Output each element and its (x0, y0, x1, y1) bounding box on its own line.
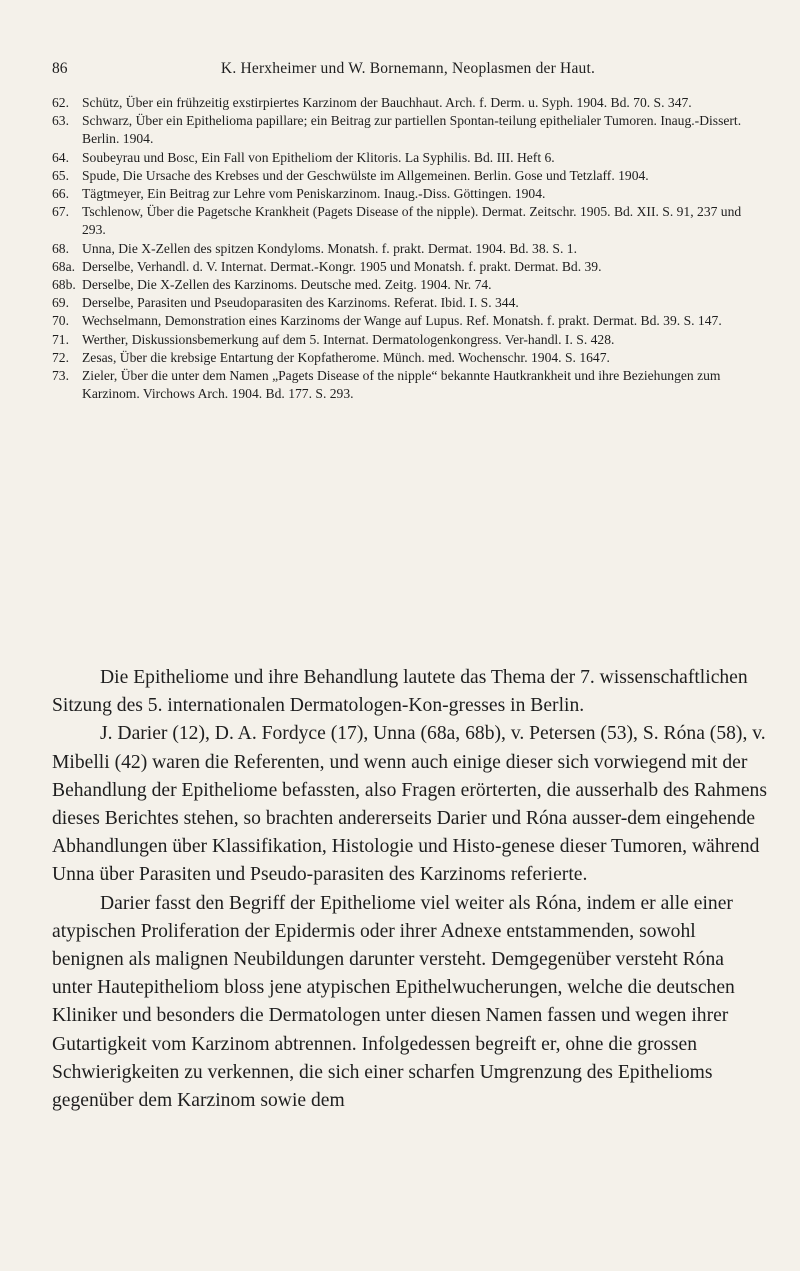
reference-text: Unna, Die X-Zellen des spitzen Kondyloms. Monatsh. f. prakt. Dermat. 1904. Bd. 38. S. 1. (82, 240, 577, 256)
reference-number: 62. (52, 95, 69, 110)
body-text (52, 664, 768, 1115)
reference-number: 69. (52, 295, 69, 311)
reference-item (52, 367, 764, 403)
reference-number: 64. (52, 149, 69, 165)
reference-item (52, 294, 764, 312)
reference-item (52, 276, 764, 294)
reference-item (52, 112, 764, 148)
reference-number: 72. (52, 349, 69, 365)
reference-number: 68a. (52, 258, 76, 274)
reference-item (52, 167, 764, 185)
reference-number: 70. (52, 313, 69, 329)
reference-text: Soubeyrau und Bosc, Ein Fall von Epitheliom der Klitoris. La Syphilis. Bd. III. Heft 6. (82, 149, 555, 165)
reference-item (52, 258, 764, 276)
reference-text: Tägtmeyer, Ein Beitrag zur Lehre vom Peniskarzinom. Inaug.-Diss. Göttingen. 1904. (82, 186, 546, 202)
reference-item (52, 312, 764, 330)
reference-item (52, 94, 764, 112)
page-number: 86 (52, 60, 68, 77)
reference-text: Derselbe, Verhandl. d. V. Internat. Dermat.-Kongr. 1905 und Monatsh. f. prakt. Dermat. Bd. 39. (82, 258, 602, 274)
reference-number: 67. (52, 204, 69, 220)
reference-number: 63. (52, 113, 69, 129)
reference-text: Derselbe, Die X-Zellen des Karzinoms. Deutsche med. Zeitg. 1904. Nr. 74. (82, 277, 492, 293)
reference-item (52, 331, 764, 349)
reference-item (52, 203, 764, 239)
reference-text: Schwarz, Über ein Epithelioma papillare; ein Beitrag zur partiellen Spontan-teilung epithelialer Tumoren. Inaug.-Dissert. Berlin. 1904. (82, 113, 742, 147)
reference-text: Tschlenow, Über die Pagetsche Krankheit (Pagets Disease of the nipple). Dermat. Zeitschr. 1905. Bd. XII. S. 91, 237 und 293. (82, 204, 742, 238)
reference-item (52, 240, 764, 258)
reference-text: Schütz, Über ein frühzeitig exstirpiertes Karzinom der Bauchhaut. Arch. f. Derm. u. Syph. 1904. Bd. 70. S. 347. (82, 95, 692, 110)
reference-list (52, 94, 764, 403)
reference-text: Wechselmann, Demonstration eines Karzinoms der Wange auf Lupus. Ref. Monatsh. f. prakt. Dermat. Bd. 39. S. 147. (82, 313, 722, 329)
reference-text: Zieler, Über die unter dem Namen „Pagets Disease of the nipple“ bekannte Hautkrankheit und ihre Beziehungen zum Karzinom. Virchows Arch. 1904. Bd. 177. S. 293. (82, 368, 721, 402)
reference-text: Spude, Die Ursache des Krebses und der Geschwülste im Allgemeinen. Berlin. Gose und Tetzlaff. 1904. (82, 167, 649, 183)
reference-text: Zesas, Über die krebsige Entartung der Kopfatherome. Münch. med. Wochenschr. 1904. S. 1647. (82, 349, 610, 365)
running-header (52, 60, 764, 78)
reference-number: 68. (52, 240, 69, 256)
reference-number: 73. (52, 368, 69, 384)
reference-number: 71. (52, 331, 69, 347)
reference-number: 66. (52, 186, 69, 202)
reference-text: Werther, Diskussionsbemerkung auf dem 5. Internat. Dermatologenkongress. Ver-handl. I. S. 428. (82, 331, 615, 347)
reference-item (52, 149, 764, 167)
reference-number: 65. (52, 167, 69, 183)
reference-item (52, 185, 764, 203)
running-title: K. Herxheimer und W. Bornemann, Neoplasmen der Haut. (220, 60, 596, 77)
reference-number: 68b. (52, 277, 76, 293)
paragraph: Darier fasst den Begriff der Epitheliome viel weiter als Róna, indem er alle einer atypischen Proliferation der Epidermis oder ihrer Adnexe entstammenden, sowohl benignen als malignen Neubildungen darunter versteht. Demgegenüber versteht Róna unter Hautepitheliom bloss jene atypischen Epithelwucherungen, welche die deutschen Kliniker und besonders die Dermatologen unter diesen Namen fassen und wegen ihrer Gutartigkeit vom Karzinom abtrennen. Infolgedessen begreift er, ohne die grossen Schwierigkeiten zu verkennen, die sich einer scharfen Umgrenzung des Epithelioms gegenüber dem Karzinom sowie dem (52, 892, 735, 1112)
paragraph: Die Epitheliome und ihre Behandlung lautete das Thema der 7. wissenschaftlichen Sitzung des 5. internationalen Dermatologen-Kon-gresses in Berlin. (52, 667, 748, 717)
reference-text: Derselbe, Parasiten und Pseudoparasiten des Karzinoms. Referat. Ibid. I. S. 344. (82, 295, 519, 311)
reference-item (52, 349, 764, 367)
paragraph: J. Darier (12), D. A. Fordyce (17), Unna (68a, 68b), v. Petersen (53), S. Róna (58), v. Mibelli (42) waren die Referenten, und wenn auch einige dieser sich vorwiegend mit der Behandlung der Epitheliome befassten, also Fragen erörterten, die ausserhalb des Rahmens dieses Berichtes stehen, so brachten andererseits Darier und Róna ausser-dem eingehende Abhandlungen über Klassifikation, Histologie und Histo-genese dieser Tumoren, während Unna über Parasiten und Pseudo-parasiten des Karzinoms referierte. (52, 723, 767, 886)
